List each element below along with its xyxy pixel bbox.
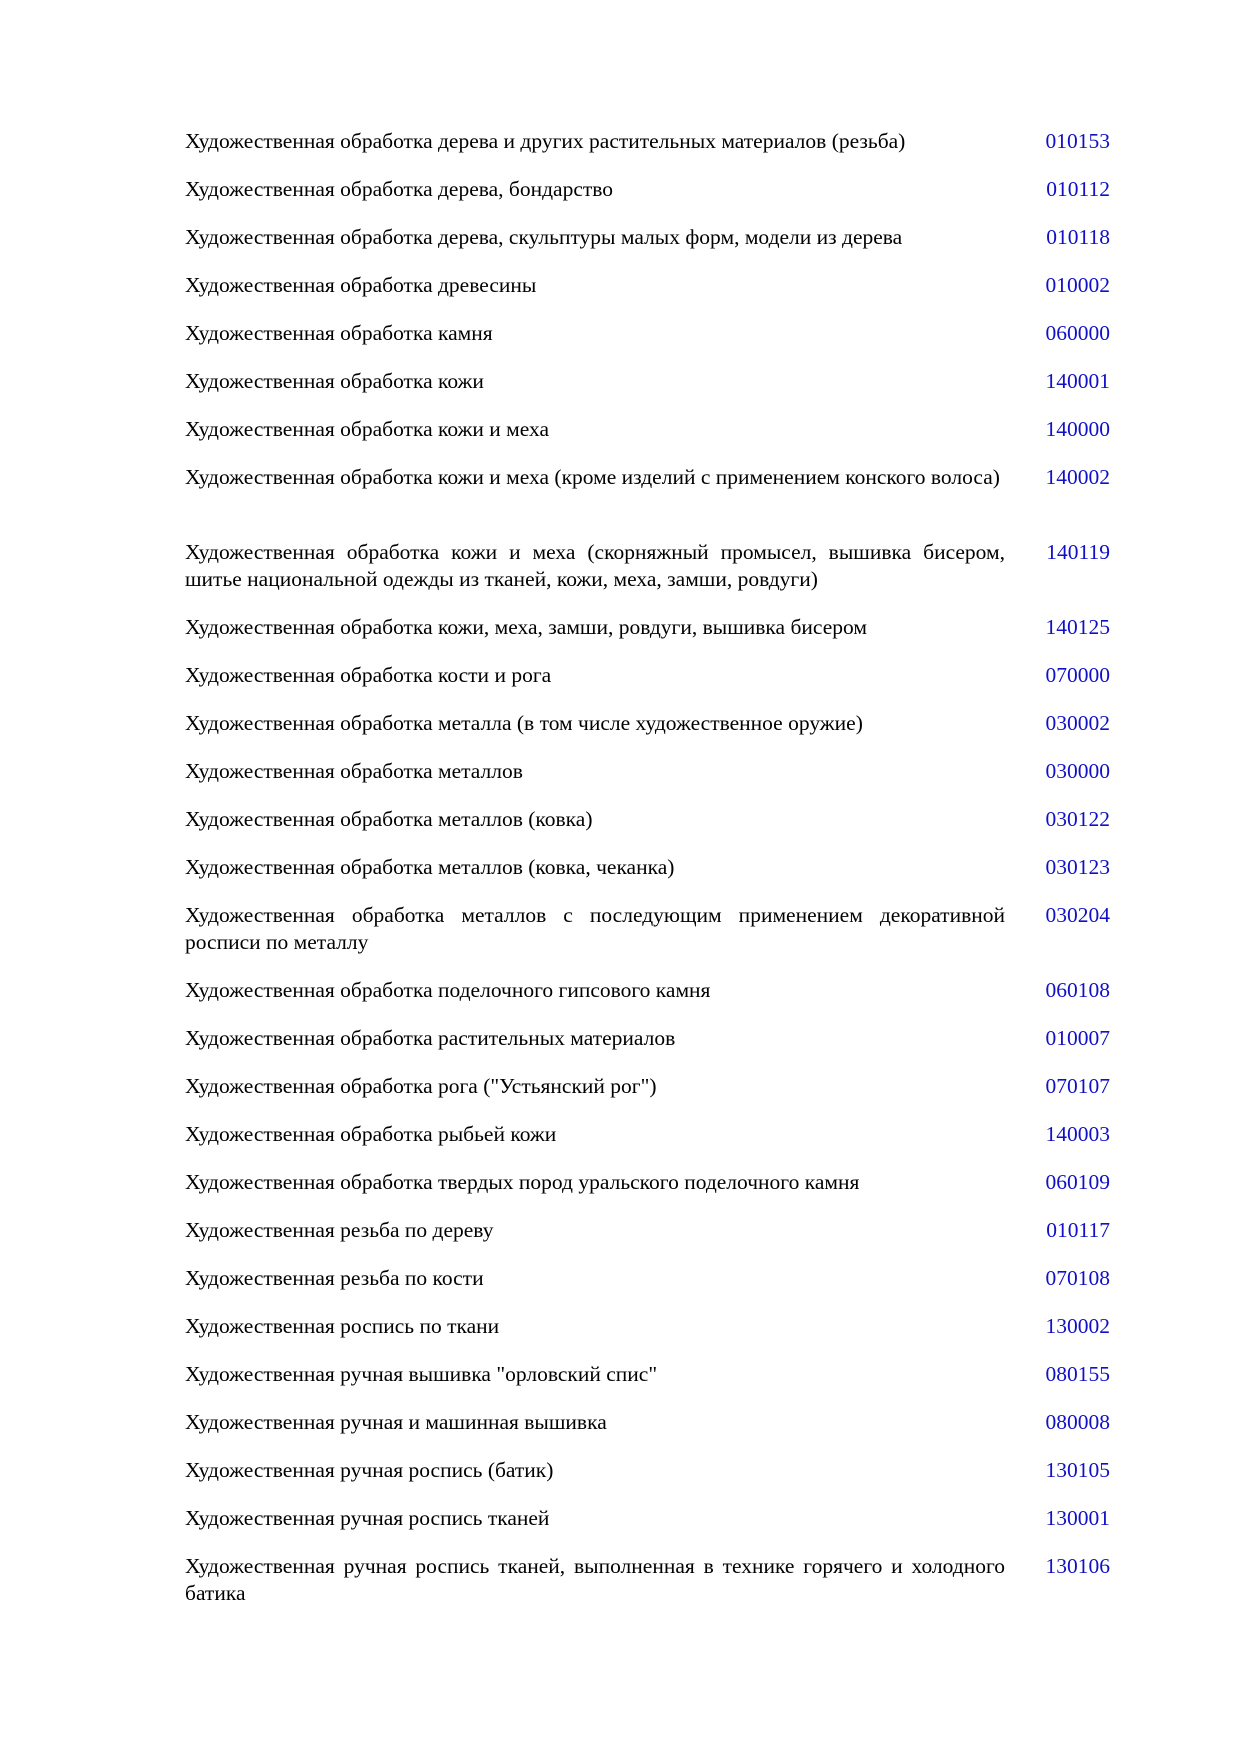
entry-name: Художественная резьба по дереву [185, 1218, 494, 1242]
entry-code[interactable]: 010007 [1045, 1026, 1110, 1050]
entry-code[interactable]: 130001 [1045, 1506, 1110, 1530]
list-item [185, 176, 1110, 224]
list-item [185, 614, 1110, 662]
list-item [185, 1169, 1110, 1217]
list-item [185, 368, 1110, 416]
entry-code[interactable]: 080008 [1045, 1410, 1110, 1434]
entry-name: Художественная ручная роспись (батик) [185, 1458, 554, 1482]
list-item [185, 1265, 1110, 1313]
entry-name: Художественная обработка дерева, скульптуры малых форм, модели из дерева [185, 225, 903, 249]
list-item [185, 416, 1110, 464]
entry-code[interactable]: 080155 [1045, 1362, 1110, 1386]
entry-list [185, 128, 1110, 1628]
entry-name: Художественная резьба по кости [185, 1266, 484, 1290]
entry-name: Художественная обработка металлов (ковка) [185, 807, 593, 831]
entry-code[interactable]: 060000 [1045, 321, 1110, 345]
entry-name: Художественная обработка металлов [185, 759, 523, 783]
entry-code[interactable]: 060109 [1045, 1170, 1110, 1194]
list-item [185, 977, 1110, 1025]
entry-name: Художественная обработка дерева и других растительных материалов (резьба) [185, 129, 906, 153]
entry-code[interactable]: 140000 [1045, 417, 1110, 441]
list-item [185, 1553, 1110, 1628]
entry-name: Художественная обработка кожи [185, 369, 484, 393]
entry-name: Художественная ручная вышивка "орловский спис" [185, 1362, 658, 1386]
entry-code[interactable]: 070000 [1045, 663, 1110, 687]
entry-code[interactable]: 030000 [1045, 759, 1110, 783]
entry-name: Художественная обработка древесины [185, 273, 537, 297]
entry-name: Художественная ручная и машинная вышивка [185, 1410, 607, 1434]
entry-code[interactable]: 010117 [1046, 1218, 1110, 1242]
list-item [185, 806, 1110, 854]
entry-name: Художественная ручная роспись тканей [185, 1506, 550, 1530]
entry-code[interactable]: 140001 [1045, 369, 1110, 393]
entry-name: Художественная обработка металлов (ковка, чеканка) [185, 855, 675, 879]
entry-name: Художественная обработка кости и рога [185, 663, 552, 687]
entry-code[interactable]: 030204 [1045, 903, 1110, 927]
entry-code[interactable]: 070108 [1045, 1266, 1110, 1290]
list-item [185, 1121, 1110, 1169]
list-item [185, 539, 1110, 614]
entry-name: Художественная обработка дерева, бондарство [185, 177, 614, 201]
entry-code[interactable]: 140002 [1045, 465, 1110, 489]
entry-name: Художественная обработка рога ("Устьянский рог") [185, 1074, 657, 1098]
entry-code[interactable]: 030002 [1045, 711, 1110, 735]
entry-code[interactable]: 010002 [1045, 273, 1110, 297]
entry-name: Художественная обработка кожи и меха [185, 417, 550, 441]
entry-code[interactable]: 060108 [1045, 978, 1110, 1002]
entry-name: Художественная обработка кожи и меха (кроме изделий с применением конского волоса) [185, 465, 1000, 489]
list-item [185, 854, 1110, 902]
entry-code[interactable]: 130106 [1045, 1554, 1110, 1578]
entry-name: Художественная обработка кожи, меха, замши, ровдуги, вышивка бисером [185, 615, 867, 639]
entry-name: Художественная обработка кожи и меха (скорняжный промысел, вышивка бисером, шитье национальной одежды из тканей, кожи, меха, замши, ровдуги) [185, 540, 1005, 591]
entry-name: Художественная обработка растительных материалов [185, 1026, 676, 1050]
list-item [185, 710, 1110, 758]
entry-code[interactable]: 010118 [1046, 225, 1110, 249]
list-item [185, 1313, 1110, 1361]
entry-code[interactable]: 130105 [1045, 1458, 1110, 1482]
entry-code[interactable]: 140003 [1045, 1122, 1110, 1146]
list-item [185, 902, 1110, 977]
list-item [185, 1505, 1110, 1553]
list-item [185, 1409, 1110, 1457]
entry-name: Художественная обработка металлов с последующим применением декоративной росписи по металлу [185, 903, 1005, 954]
entry-code[interactable]: 140119 [1046, 540, 1110, 564]
entry-code[interactable]: 010112 [1046, 177, 1110, 201]
entry-name: Художественная ручная роспись тканей, выполненная в технике горячего и холодного батика [185, 1554, 1005, 1605]
list-item [185, 1361, 1110, 1409]
list-item [185, 320, 1110, 368]
list-item [185, 1025, 1110, 1073]
entry-name: Художественная обработка камня [185, 321, 493, 345]
entry-code[interactable]: 030123 [1045, 855, 1110, 879]
entry-name: Художественная обработка твердых пород уральского поделочного камня [185, 1170, 860, 1194]
list-item [185, 128, 1110, 176]
list-item [185, 662, 1110, 710]
list-item [185, 224, 1110, 272]
entry-name: Художественная обработка рыбьей кожи [185, 1122, 557, 1146]
entry-name: Художественная обработка поделочного гипсового камня [185, 978, 711, 1002]
list-item [185, 758, 1110, 806]
entry-name: Художественная роспись по ткани [185, 1314, 500, 1338]
entry-code[interactable]: 140125 [1045, 615, 1110, 639]
list-item [185, 1073, 1110, 1121]
list-item [185, 464, 1110, 539]
list-item [185, 272, 1110, 320]
entry-code[interactable]: 070107 [1045, 1074, 1110, 1098]
entry-code[interactable]: 030122 [1045, 807, 1110, 831]
entry-name: Художественная обработка металла (в том числе художественное оружие) [185, 711, 863, 735]
entry-code[interactable]: 130002 [1045, 1314, 1110, 1338]
list-item [185, 1217, 1110, 1265]
list-item [185, 1457, 1110, 1505]
entry-code[interactable]: 010153 [1045, 129, 1110, 153]
